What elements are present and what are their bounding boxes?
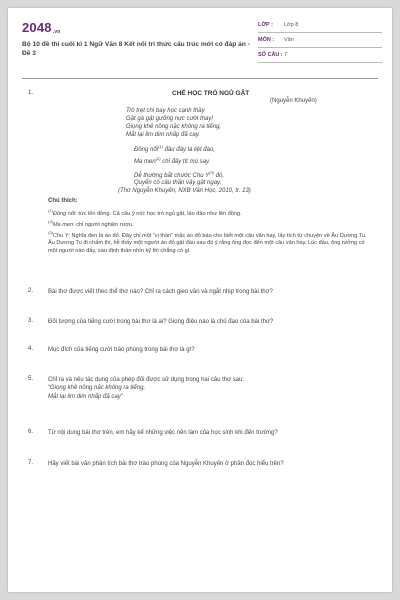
question-number: 1. — [28, 90, 34, 96]
meta-value-subject: Văn — [284, 37, 294, 43]
question-text: Hãy viết bài văn phân tích bài thơ trào phúng của Nguyễn Khuyến ở phần đọc hiểu trên? — [48, 461, 284, 467]
document-page — [8, 8, 392, 592]
poem-line: Trò trẹt chi bay học cạnh thầy — [126, 108, 205, 114]
meta-label-subject: MÔN : — [258, 37, 275, 43]
poem-title: CHẾ HỌC TRÒ NGỦ GẬT — [172, 90, 250, 97]
document-title: Bộ 10 đề thi cuối kì 1 Ngữ Văn 8 Kết nối tri thức cấu trúc mới có đáp án - Đề 3 — [22, 41, 250, 57]
meta-row-count — [258, 48, 382, 63]
question-text: Đối tượng của tiếng cười trong bài thơ là ai? Giọng điệu nào là chủ đạo của bài thơ? — [48, 319, 274, 325]
poem-author: (Nguyễn Khuyến) — [270, 98, 317, 104]
question-text: Bài thơ được viết theo thể thơ nào? Chỉ ra cách gieo vần và ngắt nhịp trong bài thơ? — [48, 289, 273, 295]
poem-line: Mắt lại lim dim nhấp đã cay. — [126, 132, 200, 138]
note-1: $^{(1)}$Đồng nổi: tức lên đồng. Cả câu ý nói: học trò ngủ gật, láo đảo như lên đồng. — [48, 208, 242, 217]
meta-label-class: LỚP : — [258, 22, 273, 28]
question-number: 3. — [28, 318, 34, 324]
question-text: Chỉ ra và nêu tác dụng của phép đối được sử dụng trong hai câu thơ sau: — [48, 377, 245, 383]
notes-heading: Chú thích: — [48, 198, 78, 204]
meta-value-count: 7 — [284, 52, 288, 58]
question-number: 6. — [28, 429, 34, 435]
poem-line: Quyển có câu thần vậy gật ngay. — [134, 180, 222, 186]
note-3: $^{(3)}$Chu Y: Nghĩa đen là áo đỏ. Đây chỉ một “vị thần” mặc áo đỏ báo cho biết một câu văn hay, lấy tích từ chuyện về Âu Dương Tu. Âu Dương Tu đi chấm thi, hễ thấy một người áo đỏ gật đầu sau đó ý rằng ông đọc đến một câu văn hay. Lúc đầu, ông tưởng có một người nào đấy, sau định thần nhìn kỹ thì chẳng có gì. — [48, 230, 367, 254]
meta-row-class — [258, 18, 382, 33]
note-2: $^{(2)}$Ma men: chỉ người nghiện rượu. — [48, 219, 134, 228]
site-logo[interactable]: 2048.vn — [22, 20, 61, 35]
meta-label-count: SỐ CÂU : — [258, 52, 283, 58]
quote-line: “Giọng khê nồng nặc không ra tiếng, — [48, 385, 146, 391]
question-text: Từ nội dung bài thơ trên, em hãy kể những việc nên làm của học sinh khi đến trường? — [48, 430, 278, 436]
header-divider — [22, 78, 378, 79]
question-number: 5. — [28, 376, 34, 382]
question-text: Mục đích của tiếng cười trào phúng trong bài thơ là gì? — [48, 347, 195, 353]
poem-line: Dễ thường bắt chước Chu $Y^{(3)}$ đó, — [134, 170, 225, 179]
poem-line: Giọng khê nồng nặc không ra tiếng, — [126, 124, 222, 130]
poem-line: Ma men$^{(2)}$ chỉ đấy tít mù say. — [134, 156, 211, 165]
quote-line: Mắt lại lim dim nhấp đã cay” — [48, 394, 123, 400]
question-number: 2. — [28, 288, 34, 294]
question-number: 7. — [28, 460, 34, 466]
meta-row-subject — [258, 33, 382, 48]
question-number: 4. — [28, 346, 34, 352]
poem-line: Gật gà gật gưỡng nực cười thay! — [126, 116, 214, 122]
poem-source: (Thơ Nguyễn Khuyến, NXB Văn Học, 2010, tr. 13) — [118, 188, 251, 194]
document-header — [22, 18, 382, 80]
poem-line: Đồng nổi$^{(1)}$ đâu đây là liệt đáo, — [134, 144, 215, 153]
meta-table — [258, 18, 382, 63]
meta-value-class: Lớp 8 — [284, 22, 299, 28]
